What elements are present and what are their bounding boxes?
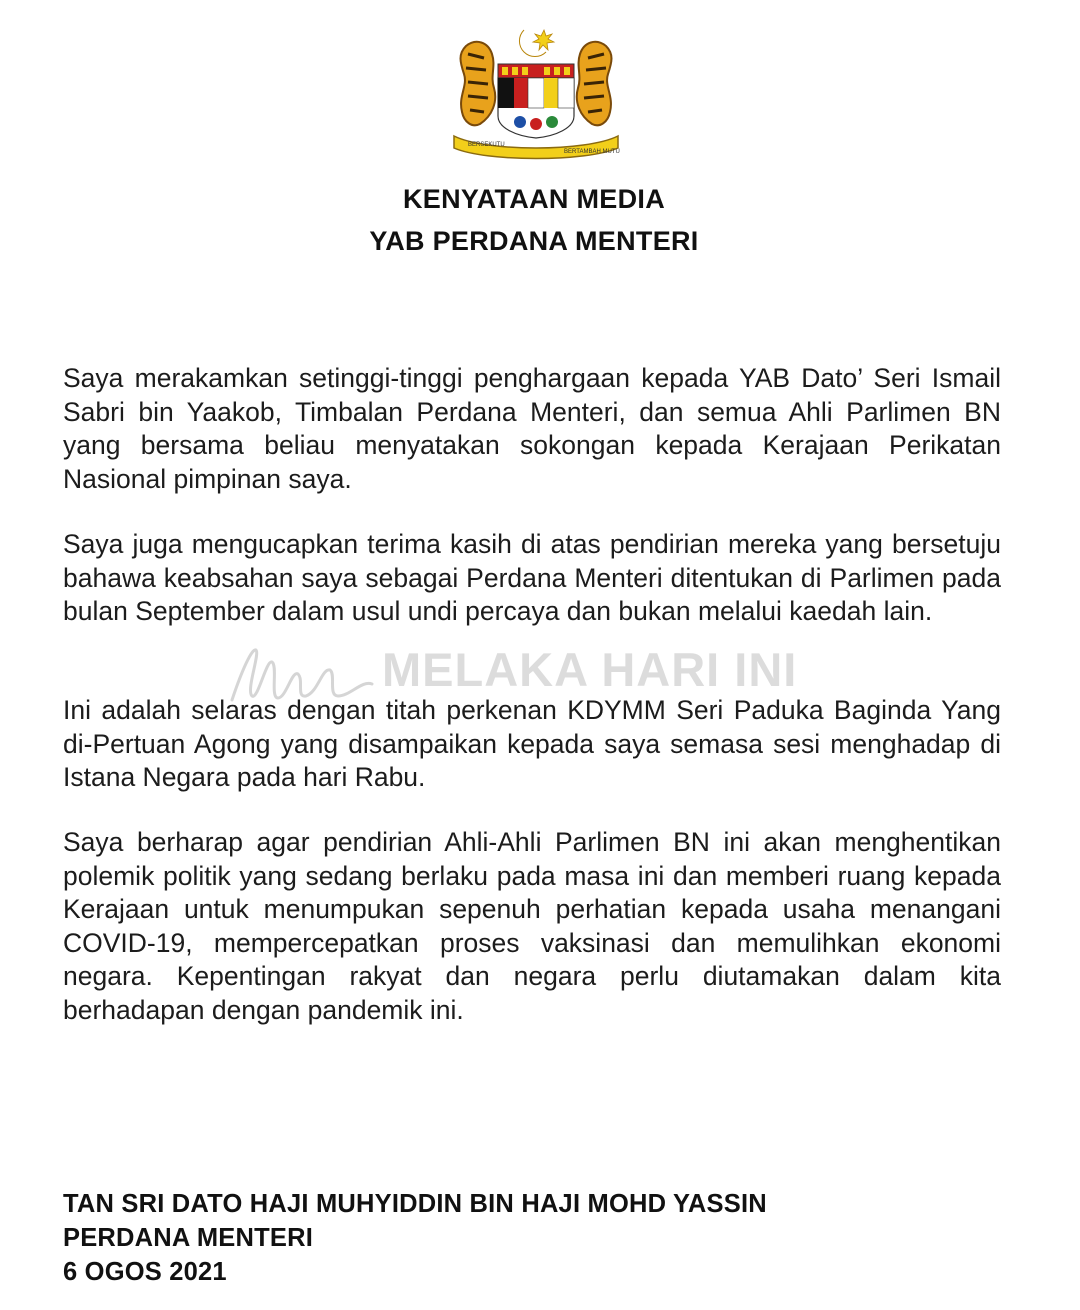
coat-of-arms-logo bbox=[446, 24, 626, 160]
statement-date: 6 OGOS 2021 bbox=[63, 1258, 227, 1286]
signatory-position: PERDANA MENTERI bbox=[63, 1224, 313, 1252]
watermark bbox=[222, 640, 872, 710]
svg-text:BERSEKUTU: BERSEKUTU bbox=[468, 142, 505, 148]
document-title: KENYATAAN MEDIA bbox=[402, 184, 665, 214]
watermark-signature bbox=[222, 640, 382, 710]
signatory-name: TAN SRI DATO HAJI MUHYIDDIN BIN HAJI MOHD YASSIN bbox=[63, 1190, 767, 1218]
svg-text:BERTAMBAH MUTU: BERTAMBAH MUTU bbox=[564, 149, 620, 155]
watermark-text: MELAKA HARI INI bbox=[382, 643, 798, 696]
paragraph-1: Saya merakamkan setinggi-tinggi penghargaan kepada YAB Dato’ Seri Ismail Sabri bin Yaakob, Timbalan Perdana Menteri, dan semua Ahli Parlimen BN yang bersama beliau menyatakan sokongan kepada Kerajaan Perikatan Nasional pimpinan saya. bbox=[63, 363, 1001, 494]
paragraph-3: Ini adalah selaras dengan titah perkenan KDYMM Seri Paduka Baginda Yang di-Pertuan Agong yang disampaikan kepada saya semasa sesi menghadap di Istana Negara pada hari Rabu. bbox=[63, 695, 1001, 792]
document-subtitle: YAB PERDANA MENTERI bbox=[369, 226, 699, 256]
paragraph-2: Saya juga mengucapkan terima kasih di atas pendirian mereka yang bersetuju bahawa keabsahan saya sebagai Perdana Menteri ditentukan di Parlimen pada bulan September dalam usul undi percaya dan bukan melalui kaedah lain. bbox=[63, 529, 1001, 626]
paragraph-4: Saya berharap agar pendirian Ahli-Ahli Parlimen BN ini akan menghentikan polemik politik yang sedang berlaku pada masa ini dan memberi ruang kepada Kerajaan untuk menumpukan sepenuh perhatian kepada usaha menangani COVID-19, mempercepatkan proses vaksinasi dan memulihkan ekonomi negara. Kepentingan rakyat dan negara perlu diutamakan dalam kita berhadapan dengan pandemik ini. bbox=[63, 827, 1001, 1025]
